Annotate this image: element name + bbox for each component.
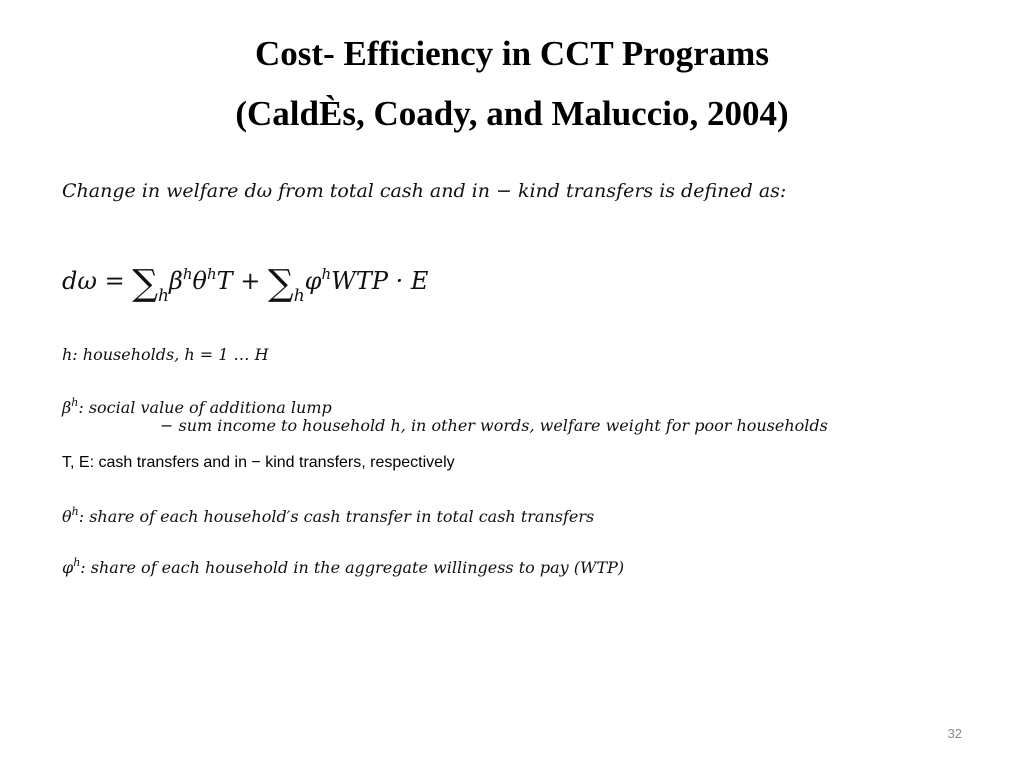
summation-index-1: h [158, 286, 169, 306]
definition-theta [62, 505, 594, 526]
beta-superscript: h [182, 265, 193, 283]
definition-beta-symbol: β [62, 398, 72, 417]
definition-households: h: households, h = 1 … H [62, 345, 269, 364]
definition-theta-symbol: θ [62, 507, 72, 526]
phi-superscript: h [321, 265, 332, 283]
definition-phi-text: : share of each household in the aggregate willingess to pay (WTP) [80, 558, 625, 577]
definition-beta-text: : social value of additiona lump [78, 398, 332, 417]
wtp-term: WTP · E [331, 267, 429, 295]
definition-phi [62, 556, 624, 577]
definition-theta-superscript: h [71, 505, 79, 518]
definition-transfers: T, E: cash transfers and in − kind transfers, respectively [62, 454, 455, 471]
slide-title-line-2: (CaldÈs, Coady, and Maluccio, 2004) [235, 94, 789, 133]
summation-symbol-1: ∑ [132, 263, 159, 304]
definition-phi-symbol: φ [62, 558, 74, 577]
welfare-formula [62, 254, 428, 316]
cash-term: T + [216, 267, 269, 295]
phi-symbol: φ [304, 267, 322, 295]
summation-index-2: h [293, 286, 305, 306]
definition-beta-superscript: h [71, 396, 79, 409]
definition-phi-superscript: h [73, 556, 81, 569]
theta-symbol: θ [192, 267, 207, 295]
page-number: 32 [947, 726, 962, 741]
definition-beta-continuation: − sum income to household h, in other words, welfare weight for poor households [160, 416, 828, 435]
summation-symbol-2: ∑ [268, 263, 294, 304]
theta-superscript: h [206, 265, 217, 283]
definition-theta-text: : share of each household′s cash transfer in total cash transfers [78, 507, 595, 526]
beta-symbol: β [168, 267, 183, 295]
formula-lhs: dω = [62, 267, 133, 295]
definition-beta [62, 396, 332, 417]
slide-title-line-1: Cost- Efficiency in CCT Programs [255, 34, 769, 73]
intro-text: Change in welfare dω from total cash and in − kind transfers is defined as: [62, 180, 787, 202]
